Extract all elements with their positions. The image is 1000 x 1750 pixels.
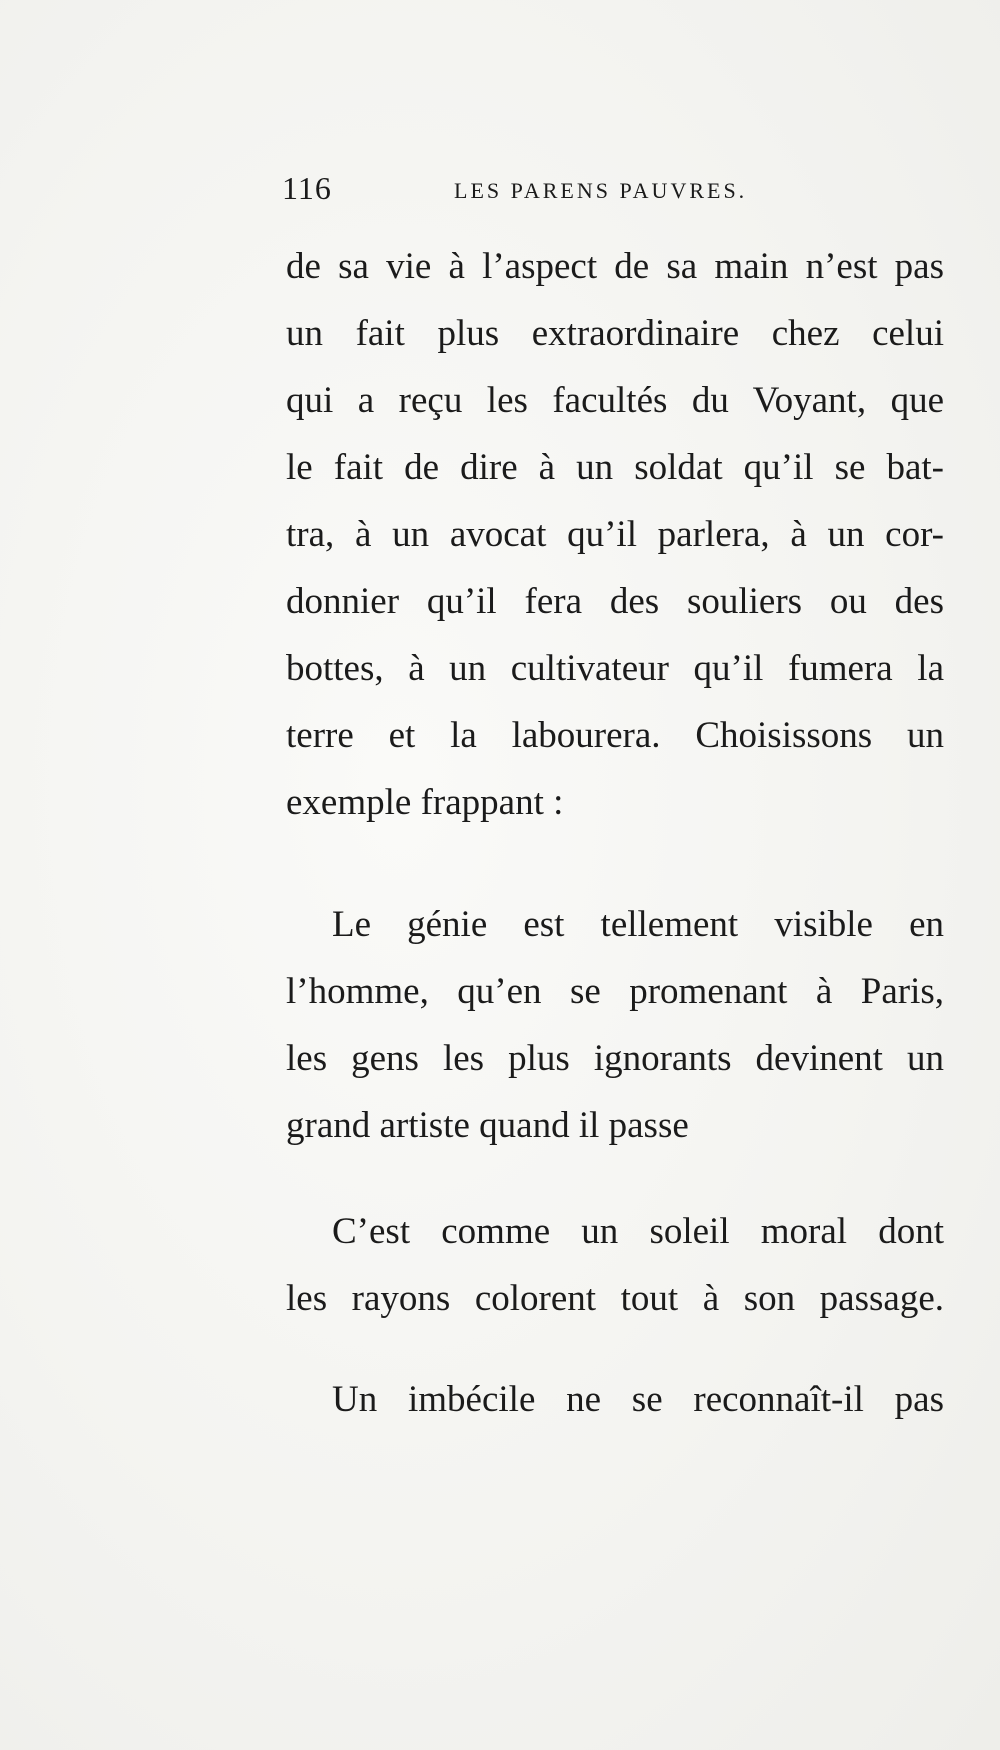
paragraph-sun <box>286 1198 944 1332</box>
text-line: bottes, à un cultivateur qu’il fumera la <box>286 648 944 689</box>
text-line: tra, à un avocat qu’il parlera, à un cor- <box>286 514 944 555</box>
text-line: Le génie est tellement visible en <box>332 904 944 945</box>
text-line: les rayons colorent tout à son passage. <box>286 1278 944 1319</box>
paragraph-imbecile <box>286 1366 944 1433</box>
text-line: l’homme, qu’en se promenant à Paris, <box>286 971 944 1012</box>
paragraph-genius <box>286 891 944 1159</box>
text-line: Un imbécile ne se reconnaît-il pas <box>332 1379 944 1420</box>
text-line: qui a reçu les facultés du Voyant, que <box>286 380 944 421</box>
text-line: les gens les plus ignorants devinent un <box>286 1038 944 1079</box>
text-line: terre et la labourera. Choisissons un <box>286 715 944 756</box>
text-line: de sa vie à l’aspect de sa main n’est pas <box>286 246 944 287</box>
text-line: le fait de dire à un soldat qu’il se bat- <box>286 447 944 488</box>
text-line: donnier qu’il fera des souliers ou des <box>286 581 944 622</box>
running-title: LES PARENS PAUVRES. <box>454 178 748 203</box>
page-number: 116 <box>282 170 332 206</box>
text-line: grand artiste quand il passe <box>286 1105 689 1146</box>
text-line: C’est comme un soleil moral dont <box>332 1211 944 1252</box>
text-line: un fait plus extraordinaire chez celui <box>286 313 944 354</box>
running-header <box>282 170 782 210</box>
paragraph-continuation <box>286 233 944 836</box>
text-line: exemple frappant : <box>286 782 564 823</box>
